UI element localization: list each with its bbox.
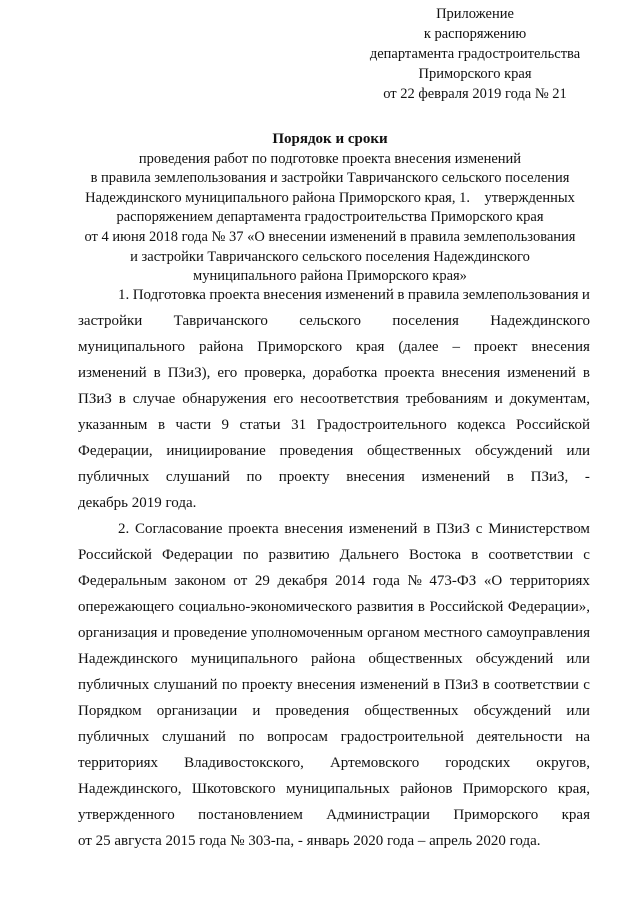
- word: проекта: [384, 365, 435, 381]
- paragraph-line: [78, 828, 590, 854]
- word: изменений: [507, 365, 576, 381]
- word: утвержденного: [78, 807, 175, 823]
- paragraph-line-text: от 25 августа 2015 года № 303-па, - январь 2020 года – апрель 2020 года.: [78, 833, 541, 849]
- word: изменений: [348, 521, 418, 537]
- word: землепользования: [462, 287, 579, 303]
- paragraph-line: [78, 334, 590, 360]
- word: проведения: [279, 443, 354, 459]
- word: в: [471, 547, 479, 563]
- word: Востока: [409, 547, 462, 563]
- word: несоответствия: [300, 391, 399, 407]
- word: –: [452, 339, 460, 355]
- word: указанным: [78, 417, 148, 433]
- word: муниципальных: [285, 781, 390, 797]
- word: соответствии: [488, 547, 574, 563]
- paragraph-1: [78, 282, 590, 516]
- word: края,: [557, 781, 590, 797]
- word: Владивостокского,: [184, 755, 304, 771]
- word: уполномоченным: [251, 625, 364, 641]
- word: опережающего: [78, 599, 175, 615]
- paragraph-line: [78, 776, 590, 802]
- word: проекта: [209, 287, 260, 303]
- appendix-line: Приморского края: [418, 66, 532, 82]
- word: застройки: [78, 313, 143, 329]
- word: документам,: [509, 391, 590, 407]
- word: «О: [483, 573, 503, 589]
- word: статьи: [239, 417, 281, 433]
- word: внесения: [531, 339, 590, 355]
- word: Российской: [516, 417, 590, 433]
- word: доработка: [312, 365, 378, 381]
- word: инициирование: [166, 443, 266, 459]
- word: в: [432, 677, 441, 693]
- word: года: [372, 573, 400, 589]
- word: с: [475, 521, 483, 537]
- word: слушаний: [162, 729, 226, 745]
- appendix-line: к распоряжению: [423, 26, 527, 42]
- appendix-line: департамента градостроительства: [369, 46, 581, 62]
- word: внесения: [263, 287, 322, 303]
- word: случае: [132, 391, 176, 407]
- word: внесения: [346, 469, 405, 485]
- word: района: [310, 651, 356, 667]
- word: Российской: [78, 547, 152, 563]
- word: 31: [291, 417, 307, 433]
- paragraph-line-text: декабрь 2019 года.: [78, 495, 197, 511]
- word: требованиям: [405, 391, 488, 407]
- word: Подготовка: [132, 287, 206, 303]
- paragraph-line: [78, 672, 590, 698]
- word: Приморского: [257, 339, 343, 355]
- word: постановлением: [198, 807, 303, 823]
- word: по: [238, 729, 255, 745]
- word: территориях: [78, 755, 159, 771]
- word: по: [242, 547, 259, 563]
- word: Приморского: [462, 781, 548, 797]
- word: части: [175, 417, 211, 433]
- word: в: [423, 521, 431, 537]
- word: Приморского: [453, 807, 539, 823]
- word: самоуправления: [486, 625, 590, 641]
- word: проведение: [173, 625, 248, 641]
- word: Градостроительного: [316, 417, 447, 433]
- word: изменений: [78, 365, 147, 381]
- word: в: [153, 365, 161, 381]
- word: Согласование: [135, 521, 223, 537]
- paragraph-line: [78, 282, 590, 308]
- word: Шкотовского: [191, 781, 276, 797]
- word: слушаний: [165, 469, 230, 485]
- word: Тавричанского: [173, 313, 268, 329]
- paragraph-2: [78, 516, 590, 854]
- word: изменений: [359, 677, 429, 693]
- word: соответствии: [494, 677, 579, 693]
- word: или: [566, 651, 590, 667]
- word: кодекса: [457, 417, 506, 433]
- word: проведения: [275, 703, 350, 719]
- word: Порядком: [78, 703, 142, 719]
- document-title: Порядок и сроки: [272, 131, 388, 147]
- word: Артемовского: [329, 755, 420, 771]
- word: ПЗиЗ: [436, 521, 470, 537]
- word: внесения: [284, 521, 343, 537]
- word: и: [494, 391, 503, 407]
- paragraph-line: [78, 438, 590, 464]
- word: ПЗиЗ,: [530, 469, 569, 485]
- word: его: [273, 391, 294, 407]
- paragraph-line: [78, 516, 590, 542]
- paragraph-line: [78, 386, 590, 412]
- word: Администрации: [326, 807, 430, 823]
- word: муниципального: [78, 339, 186, 355]
- word: районов: [400, 781, 453, 797]
- word: территориях: [509, 573, 590, 589]
- title-line: проведения работ по подготовке проекта внесения изменений: [138, 150, 522, 167]
- word: публичных: [78, 729, 150, 745]
- word: края: [356, 339, 385, 355]
- word: Министерством: [488, 521, 590, 537]
- word: 473-ФЗ: [429, 573, 477, 589]
- word: его: [217, 365, 238, 381]
- word: градостроительной: [340, 729, 464, 745]
- word: и: [161, 625, 170, 641]
- word: поселения: [392, 313, 459, 329]
- word: декабря: [277, 573, 328, 589]
- paragraph-line: [78, 750, 590, 776]
- word: проекта: [228, 521, 279, 537]
- title-line: в правила землепользования и застройки Тавричанского сельского поселения: [90, 170, 570, 187]
- word: общественных: [368, 651, 463, 667]
- word: ПЗиЗ: [444, 677, 479, 693]
- word: №: [407, 573, 422, 589]
- paragraph-line: [78, 542, 590, 568]
- word: организации: [156, 703, 238, 719]
- word: слушаний: [153, 677, 218, 693]
- paragraph-line: [78, 490, 590, 516]
- word: Надеждинского: [78, 651, 178, 667]
- word: изменений: [421, 469, 491, 485]
- word: законом: [174, 573, 226, 589]
- word: городских: [445, 755, 511, 771]
- word: в: [157, 417, 166, 433]
- word: с: [583, 547, 590, 563]
- word: публичных: [78, 677, 150, 693]
- word: органом: [367, 625, 420, 641]
- word: района: [198, 339, 244, 355]
- word: округов,: [536, 755, 590, 771]
- word: с: [583, 677, 590, 693]
- paragraph-line: [78, 698, 590, 724]
- word: по: [221, 677, 238, 693]
- word: Федерации: [162, 547, 233, 563]
- word: местного: [423, 625, 483, 641]
- word: ПЗиЗ: [78, 391, 112, 407]
- word: Федерации»,: [507, 599, 590, 615]
- word: 29: [254, 573, 270, 589]
- word: или: [566, 703, 590, 719]
- appendix-line: Приложение: [436, 6, 514, 22]
- word: проверка,: [244, 365, 306, 381]
- word: развитию: [268, 547, 330, 563]
- word: деятельности: [476, 729, 563, 745]
- word: 2014: [335, 573, 366, 589]
- word: и: [252, 703, 261, 719]
- paragraph-line: [78, 360, 590, 386]
- paragraph-line: [78, 464, 590, 490]
- word: муниципального: [190, 651, 298, 667]
- paragraph-line: [78, 646, 590, 672]
- paragraph-line: [78, 802, 590, 828]
- title-line: от 4 июня 2018 года № 37 «О внесении изменений в правила землепользования: [84, 228, 576, 245]
- document-title-block: [60, 130, 600, 287]
- word: в: [506, 469, 514, 485]
- word: проекту: [278, 469, 330, 485]
- word: 1.: [118, 287, 130, 303]
- word: обсуждений: [475, 651, 554, 667]
- word: сельского: [299, 313, 362, 329]
- word: в: [417, 599, 425, 615]
- word: 9: [221, 417, 229, 433]
- word: в: [397, 287, 405, 303]
- word: и: [581, 287, 590, 303]
- word: 2.: [118, 521, 130, 537]
- title-line: распоряжением департамента градостроительства Приморского края: [116, 209, 544, 226]
- word: Российской: [429, 599, 504, 615]
- title-line: Надеждинского муниципального района Приморского края, 1. утвержденных: [85, 189, 575, 206]
- word: изменений: [325, 287, 394, 303]
- word: общественных: [364, 703, 459, 719]
- paragraph-line: [78, 724, 590, 750]
- word: обсуждений: [475, 443, 553, 459]
- word: от: [233, 573, 248, 589]
- appendix-line: от 22 февраля 2019 года № 21: [383, 86, 567, 102]
- title-line: и застройки Тавричанского сельского поселения Надеждинского: [130, 248, 530, 265]
- word: вопросам: [266, 729, 328, 745]
- word: развития: [356, 599, 414, 615]
- word: обнаружения: [182, 391, 267, 407]
- word: Федеральным: [78, 573, 167, 589]
- word: внесения: [441, 365, 501, 381]
- word: организация: [78, 625, 158, 641]
- word: социально-экономического: [178, 599, 353, 615]
- word: проект: [473, 339, 518, 355]
- word: Дальнего: [339, 547, 399, 563]
- paragraph-line: [78, 308, 590, 334]
- word: обсуждений: [473, 703, 552, 719]
- word: внесения: [296, 677, 356, 693]
- paragraph-line: [78, 620, 590, 646]
- word: (далее: [398, 339, 439, 355]
- word: -: [584, 469, 590, 485]
- word: Федерации,: [78, 443, 153, 459]
- document-body: [78, 282, 590, 854]
- word: в: [118, 391, 126, 407]
- word: публичных: [78, 469, 150, 485]
- word: на: [575, 729, 590, 745]
- paragraph-line: [78, 412, 590, 438]
- word: края: [561, 807, 590, 823]
- word: по: [246, 469, 263, 485]
- word: в: [582, 365, 590, 381]
- word: или: [566, 443, 590, 459]
- word: Надеждинского,: [78, 781, 182, 797]
- paragraph-line: [78, 568, 590, 594]
- word: проекту: [241, 677, 293, 693]
- word: правила: [407, 287, 460, 303]
- appendix-header: [340, 4, 610, 104]
- title-line: муниципального района Приморского края»: [193, 268, 467, 285]
- paragraph-line: [78, 594, 590, 620]
- word: в: [482, 677, 490, 693]
- word: ПЗиЗ),: [167, 365, 211, 381]
- word: общественных: [367, 443, 462, 459]
- word: Надеждинского: [490, 313, 590, 329]
